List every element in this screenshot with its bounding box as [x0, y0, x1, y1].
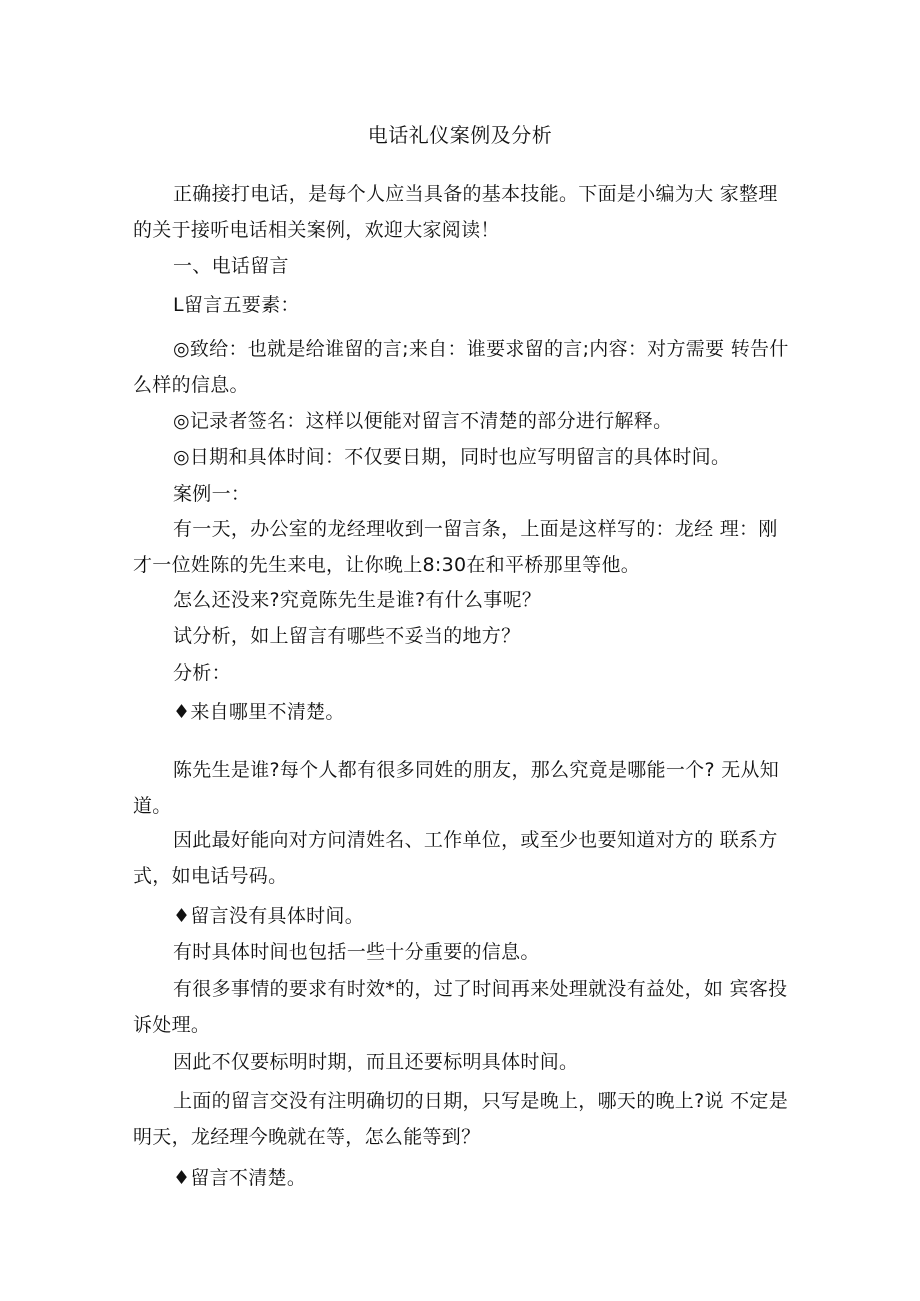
- paragraph: 案例一：: [173, 483, 251, 505]
- paragraph: L留言五要素：: [173, 294, 300, 316]
- section-heading: 一、电话留言: [173, 255, 289, 277]
- paragraph: ◎致给：也就是给谁留的言;来自：谁要求留的言;内容：对方需要 转告什么样的信息。: [133, 338, 789, 396]
- paragraph: 陈先生是谁?每个人都有很多同姓的朋友，那么究竟是哪能一个? 无从知道。: [133, 759, 780, 817]
- paragraph: 有一天，办公室的龙经理收到一留言条，上面是这样写的：龙经 理：刚才一位姓陈的先生来电，让你晚上8:30在和平桥那里等他。: [133, 518, 778, 576]
- paragraph: 上面的留言交没有注明确切的日期，只写是晚上，哪天的晚上?说 不定是明天，龙经理今晚就在等，怎么能等到？: [133, 1090, 789, 1148]
- paragraph: ◎记录者签名：这样以便能对留言不清楚的部分进行解释。: [173, 410, 673, 432]
- bullet-item: ♦来自哪里不清楚。: [173, 701, 345, 723]
- paragraph: 有很多事情的要求有时效*的，过了时间再来处理就没有益处，如 宾客投诉处理。: [133, 978, 788, 1036]
- paragraph: 正确接打电话，是每个人应当具备的基本技能。下面是小编为大 家整理的关于接听电话相关案例，欢迎大家阅读！: [133, 183, 778, 241]
- paragraph: 有时具体时间也包括一些十分重要的信息。: [173, 941, 540, 963]
- paragraph: 怎么还没来?究竟陈先生是谁?有什么事呢？: [173, 589, 542, 611]
- bullet-item: ♦留言不清楚。: [173, 1167, 307, 1189]
- bullet-item: ♦留言没有具体时间。: [173, 905, 365, 927]
- paragraph: 分析：: [173, 662, 231, 684]
- paragraph: 因此不仅要标明时期，而且还要标明具体时间。: [173, 1051, 579, 1073]
- paragraph: ◎日期和具体时间：不仅要日期，同时也应写明留言的具体时间。: [173, 446, 731, 468]
- paragraph: 试分析，如上留言有哪些不妥当的地方？: [173, 625, 521, 647]
- paragraph: 因此最好能向对方问清姓名、工作单位，或至少也要知道对方的 联系方式，如电话号码。: [133, 829, 778, 887]
- document-title: 电话礼仪案例及分析: [367, 123, 553, 147]
